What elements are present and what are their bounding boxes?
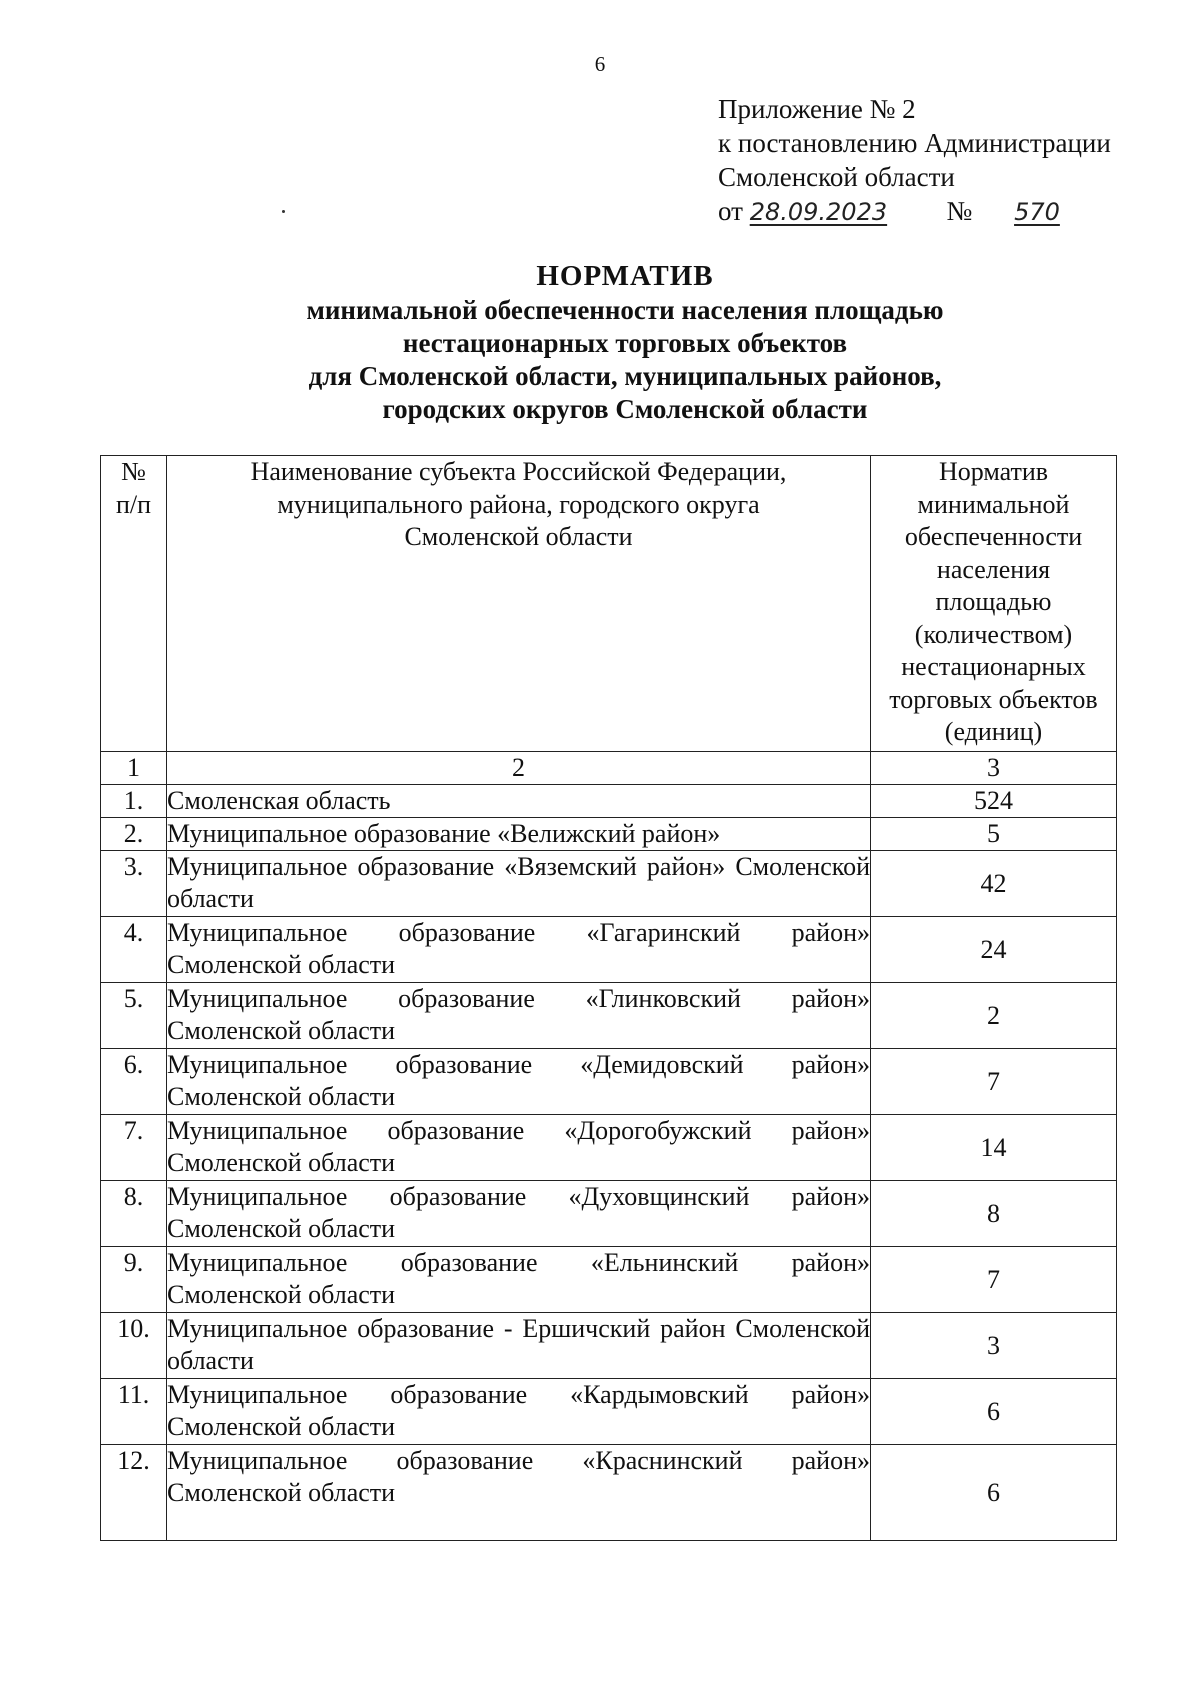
appendix-date-line — [718, 194, 1111, 229]
date-prefix: от — [718, 196, 743, 226]
row-number: 6. — [101, 1049, 167, 1115]
title-main: НОРМАТИВ — [536, 260, 714, 292]
table-row — [101, 851, 1117, 917]
row-value: 42 — [871, 851, 1117, 917]
header-normative-line: обеспеченности — [904, 522, 1083, 551]
normative-table — [100, 455, 1117, 1541]
row-name: Муниципальное образование «Дорогобужский район» Смоленской области — [167, 1115, 871, 1181]
table-row — [101, 917, 1117, 983]
appendix-line-3: Смоленской области — [718, 162, 955, 192]
row-value: 524 — [871, 785, 1117, 818]
row-value: 14 — [871, 1115, 1117, 1181]
row-value: 5 — [871, 818, 1117, 851]
table-row — [101, 1313, 1117, 1379]
header-normative-line: площадью — [935, 587, 1052, 616]
header-name-line-3: Смоленской области — [404, 522, 633, 551]
header-normative-line: минимальной — [917, 489, 1070, 519]
table-row — [101, 1445, 1117, 1541]
appendix-block — [718, 92, 1111, 229]
header-normative-line: нестационарных — [901, 652, 1086, 681]
handwritten-date: 28.09.2023 — [749, 198, 888, 226]
row-name: Муниципальное образование «Демидовский район» Смоленской области — [167, 1049, 871, 1115]
column-number: 2 — [167, 752, 871, 785]
table-row — [101, 1049, 1117, 1115]
row-number: 1. — [101, 785, 167, 818]
header-name-line-1: Наименование субъекта Российской Федерации, — [250, 457, 787, 486]
header-number-line-1: № — [121, 457, 146, 486]
row-number: 12. — [101, 1445, 167, 1541]
column-number-row — [101, 752, 1117, 785]
row-number: 4. — [101, 917, 167, 983]
table-header-row — [101, 456, 1117, 752]
row-value: 3 — [871, 1313, 1117, 1379]
title-line-1: минимальной обеспеченности населения площадью — [306, 295, 944, 325]
table-row — [101, 1115, 1117, 1181]
row-name: Муниципальное образование - Ершичский район Смоленской области — [167, 1313, 871, 1379]
title-line-4: городских округов Смоленской области — [382, 394, 868, 424]
row-number: 5. — [101, 983, 167, 1049]
header-normative-line: (единиц) — [944, 717, 1043, 746]
header-normative-line: населения — [936, 554, 1051, 584]
header-normative-line: Норматив — [938, 457, 1049, 486]
appendix-line-2: к постановлению Администрации — [718, 128, 1111, 158]
row-number: 2. — [101, 818, 167, 851]
number-label: № — [946, 196, 973, 226]
row-name: Муниципальное образование «Краснинский район» Смоленской области — [167, 1445, 871, 1541]
appendix-line-1: Приложение № 2 — [718, 94, 916, 124]
row-name: Муниципальное образование «Велижский район» — [167, 818, 871, 851]
row-name: Смоленская область — [167, 785, 871, 818]
row-number: 8. — [101, 1181, 167, 1247]
row-name: Муниципальное образование «Глинковский район» Смоленской области — [167, 983, 871, 1049]
row-value: 7 — [871, 1247, 1117, 1313]
handwritten-number: 570 — [1014, 198, 1060, 226]
header-number-line-2: п/п — [115, 489, 152, 519]
scan-speck — [282, 210, 285, 213]
header-number — [101, 456, 167, 752]
table-row — [101, 983, 1117, 1049]
document-title — [0, 258, 1200, 426]
column-number: 3 — [871, 752, 1117, 785]
row-number: 10. — [101, 1313, 167, 1379]
row-value: 6 — [871, 1379, 1117, 1445]
row-number: 3. — [101, 851, 167, 917]
table-row — [101, 1379, 1117, 1445]
row-name: Муниципальное образование «Вяземский район» Смоленской области — [167, 851, 871, 917]
table-row — [101, 785, 1117, 818]
header-normative-line: торговых объектов — [889, 684, 1098, 714]
row-name: Муниципальное образование «Духовщинский район» Смоленской области — [167, 1181, 871, 1247]
header-normative-line: (количеством) — [914, 619, 1073, 649]
page-number: 6 — [594, 52, 606, 76]
row-value: 6 — [871, 1445, 1117, 1541]
row-value: 24 — [871, 917, 1117, 983]
row-name: Муниципальное образование «Гагаринский район» Смоленской области — [167, 917, 871, 983]
title-line-3: для Смоленской области, муниципальных районов, — [308, 361, 942, 391]
column-number: 1 — [101, 752, 167, 785]
table-row — [101, 1247, 1117, 1313]
header-name — [167, 456, 871, 752]
row-value: 7 — [871, 1049, 1117, 1115]
row-name: Муниципальное образование «Ельнинский район» Смоленской области — [167, 1247, 871, 1313]
title-line-2: нестационарных торговых объектов — [402, 328, 848, 358]
row-number: 7. — [101, 1115, 167, 1181]
row-name: Муниципальное образование «Кардымовский район» Смоленской области — [167, 1379, 871, 1445]
header-normative — [871, 456, 1117, 752]
table-row — [101, 1181, 1117, 1247]
row-number: 9. — [101, 1247, 167, 1313]
header-name-line-2: муниципального района, городского округа — [277, 489, 760, 519]
row-number: 11. — [101, 1379, 167, 1445]
table-row — [101, 818, 1117, 851]
row-value: 8 — [871, 1181, 1117, 1247]
row-value: 2 — [871, 983, 1117, 1049]
